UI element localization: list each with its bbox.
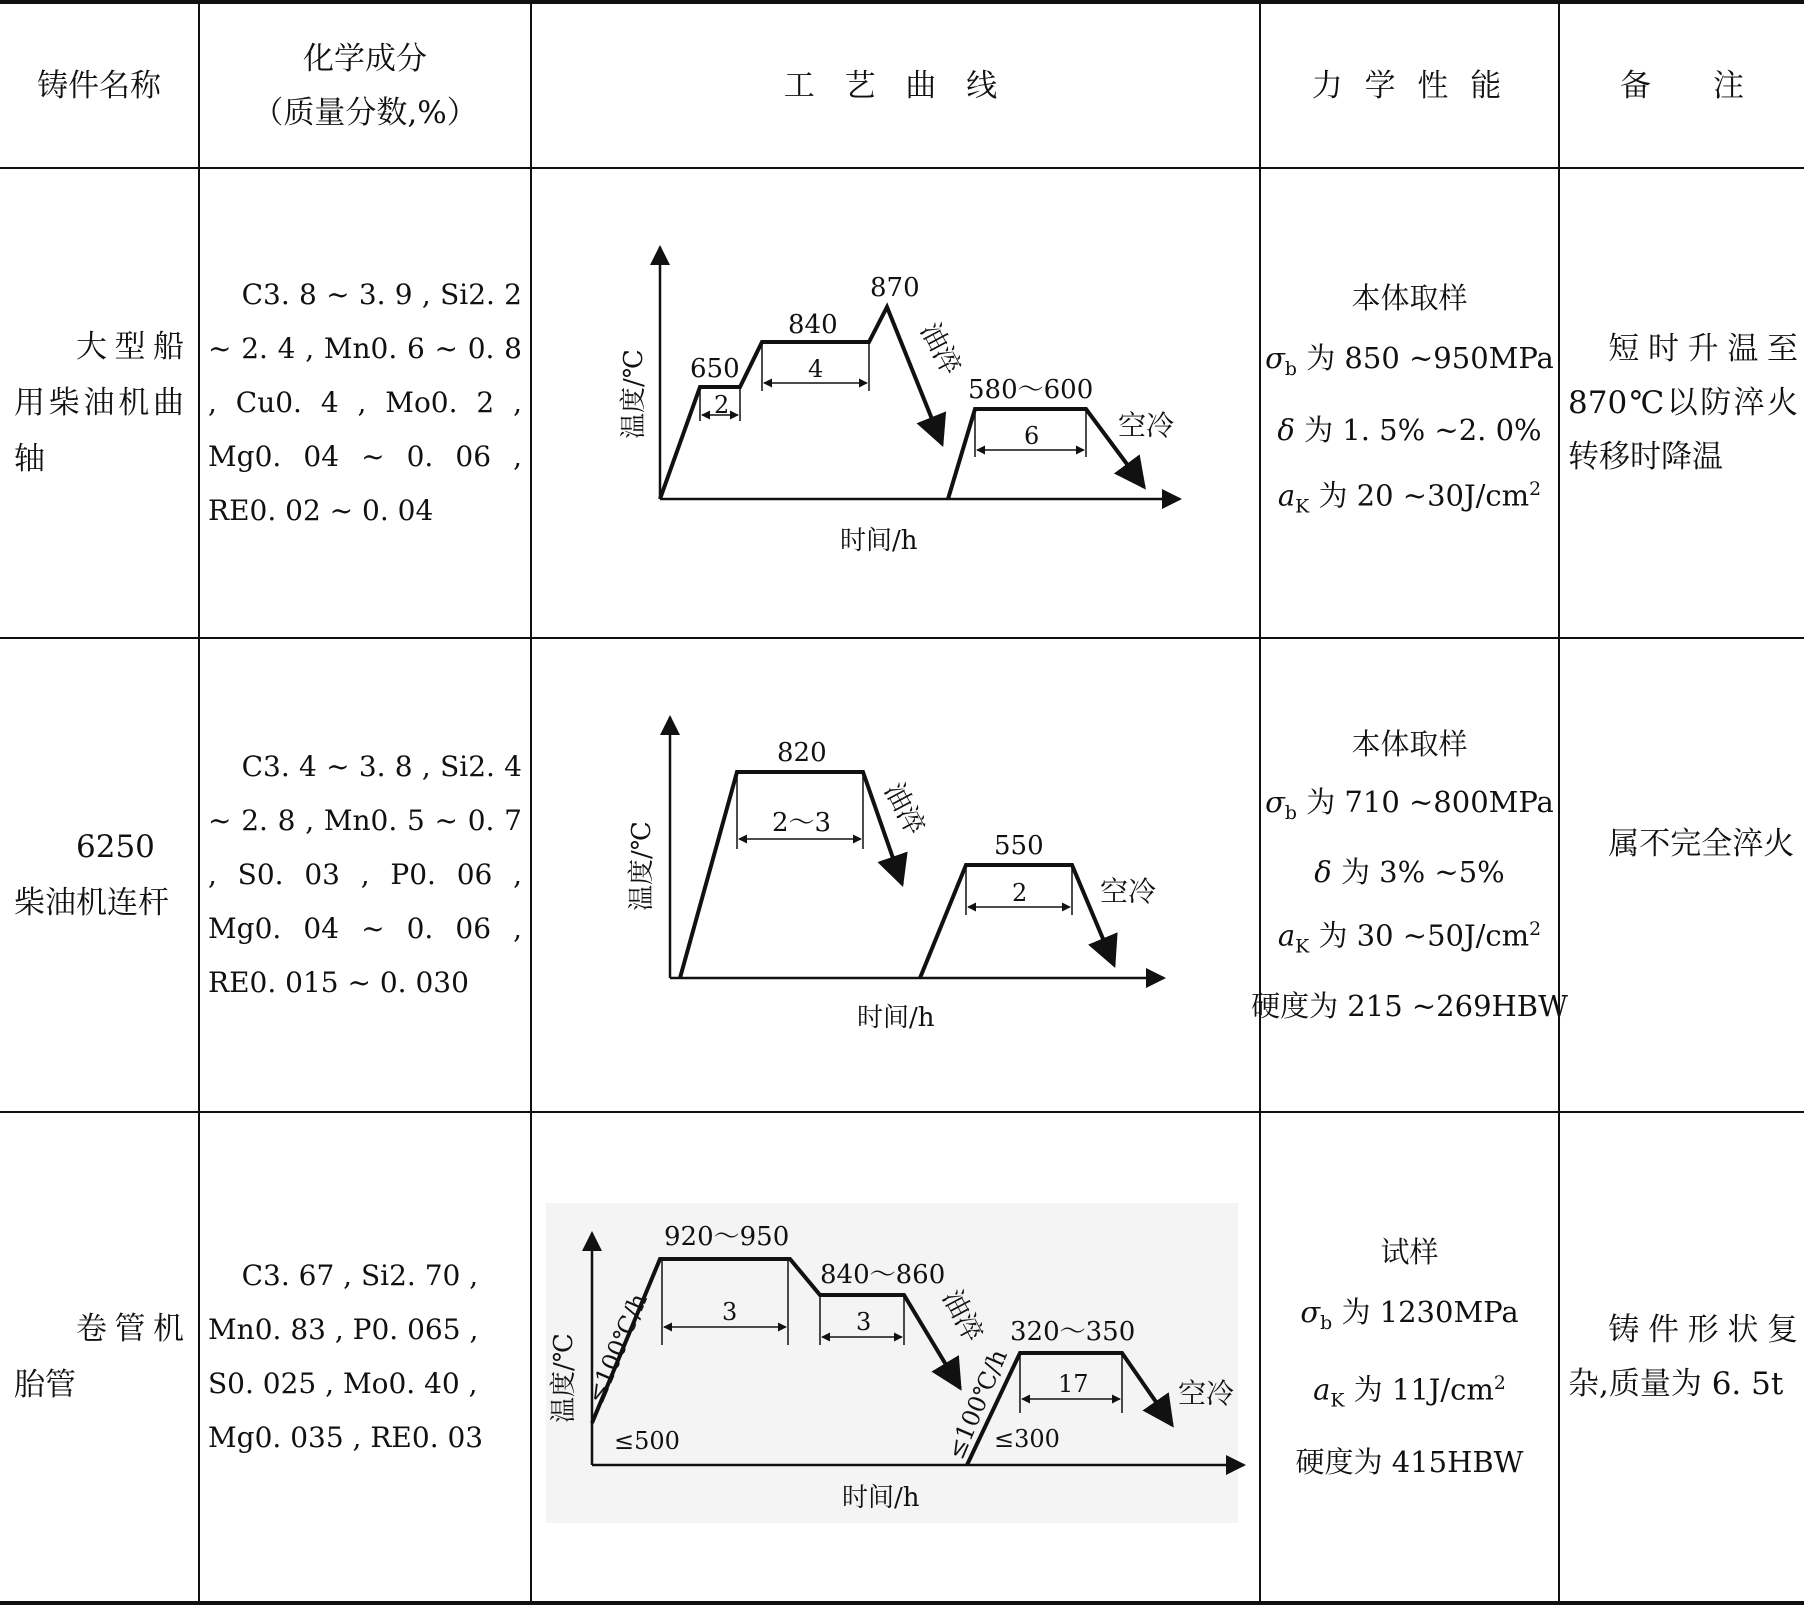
row2-hold-2-3: 2～3 bbox=[772, 808, 832, 838]
row3-start-500: ≤500 bbox=[614, 1427, 680, 1455]
row1-temp-840: 840 bbox=[788, 310, 838, 340]
row1-sample-type: 本体取样 bbox=[1351, 281, 1468, 316]
header-casting-name: 铸件名称 bbox=[37, 67, 161, 104]
row3-curve-background bbox=[546, 1203, 1238, 1523]
row3-sample-type: 试样 bbox=[1380, 1235, 1439, 1270]
header-mechanical-props: 力 学 性 能 bbox=[1311, 67, 1508, 104]
row3-hardness: 硬度为 415HBW bbox=[1295, 1444, 1524, 1479]
row2-mechanical-props bbox=[1251, 639, 1568, 1111]
row3-oil-quench: 油淬 bbox=[935, 1284, 989, 1347]
row3-rate-1: ≤100℃/h bbox=[581, 1289, 653, 1408]
row2-hold-2: 2 bbox=[1012, 879, 1028, 907]
row3-rate-2: ≤100℃/h bbox=[941, 1345, 1013, 1464]
row2-process-curve bbox=[532, 639, 1259, 1111]
row3-tensile: $\sigma_b$ 为 1230MPa bbox=[1300, 1295, 1519, 1335]
row2-temp-820: 820 bbox=[777, 738, 827, 768]
row1-y-label: 温度/℃ bbox=[619, 349, 649, 439]
row3-temp-320-350: 320～350 bbox=[1010, 1317, 1136, 1347]
row3-process-curve bbox=[532, 1113, 1259, 1601]
row3-impact: $a_K$ 为 $11J/cm^2$ bbox=[1313, 1372, 1506, 1412]
row1-impact: $a_K$ 为 20 $\sim 30J/cm^2$ bbox=[1277, 478, 1542, 518]
row1-remarks: 短时升温至870℃以防淬火转移时降温 bbox=[1568, 331, 1798, 475]
row2-impact: $a_K$ 为 30 $\sim 50J/cm^2$ bbox=[1277, 918, 1542, 958]
row1-temp-580-600: 580～600 bbox=[968, 375, 1094, 405]
row2-x-label: 时间/h bbox=[857, 1003, 935, 1033]
header-chemistry-line2: （质量分数,%） bbox=[252, 94, 478, 131]
row2-hardness: 硬度为 215 ~269HBW bbox=[1251, 988, 1568, 1023]
row2-chemistry: C3. 4 ~ 3. 8 , Si2. 4 ~ 2. 8 , Mn0. 5 ~ 0. 7 , S0. 03 , P0. 06 , Mg0. 04 ~ 0. 06 , RE0. 015 ~ 0. 030 bbox=[208, 750, 522, 999]
header-remarks: 备 注 bbox=[1620, 67, 1744, 104]
row1-oil-quench: 油淬 bbox=[913, 317, 967, 380]
row2-curve-svg bbox=[532, 639, 1259, 1111]
row1-air-cool: 空冷 bbox=[1118, 409, 1175, 442]
row3-mechanical-props bbox=[1261, 1113, 1558, 1601]
row3-curve-svg bbox=[532, 1113, 1259, 1601]
row3-x-label: 时间/h bbox=[842, 1483, 920, 1513]
row2-oil-quench: 油淬 bbox=[877, 777, 931, 840]
row3-remarks: 铸件形状复杂,质量为 6. 5t bbox=[1568, 1312, 1798, 1402]
row1-x-label: 时间/h bbox=[840, 526, 918, 556]
row3-hold-3b: 3 bbox=[856, 1308, 872, 1336]
row3-temp-920-950: 920～950 bbox=[664, 1222, 790, 1252]
row1-curve-segment-2 bbox=[948, 409, 1144, 499]
row3-air-cool: 空冷 bbox=[1178, 1377, 1235, 1410]
row2-air-cool: 空冷 bbox=[1100, 875, 1157, 908]
row1-hold-6: 6 bbox=[1024, 422, 1040, 450]
row2-temp-550: 550 bbox=[994, 831, 1044, 861]
row1-elongation: δ 为 1. 5% ~2. 0% bbox=[1277, 413, 1542, 448]
row1-casting-name: 大型船用柴油机曲轴 bbox=[14, 329, 184, 477]
row1-hold-2: 2 bbox=[714, 391, 730, 419]
row1-mechanical-props bbox=[1261, 169, 1558, 637]
row1-chemistry: C3. 8 ~ 3. 9 , Si2. 2 ~ 2. 4 , Mn0. 6 ~ 0. 8 , Cu0. 4 , Mo0. 2 , Mg0. 04 ~ 0. 06 , RE0. 02 ~ 0. 04 bbox=[208, 278, 522, 527]
row1-tensile: $\sigma_b$ 为 850 ~950MPa bbox=[1265, 341, 1554, 381]
row1-hold-4: 4 bbox=[808, 355, 824, 383]
row1-curve-svg bbox=[532, 169, 1259, 637]
row3-hold-3a: 3 bbox=[722, 1298, 738, 1326]
row2-tensile: $\sigma_b$ 为 710 ~800MPa bbox=[1265, 785, 1554, 825]
row2-elongation: δ 为 3% ~5% bbox=[1314, 855, 1505, 890]
row3-temp-840-860: 840～860 bbox=[820, 1260, 946, 1290]
table-bottom-border bbox=[0, 1601, 1804, 1605]
row2-curve-segment-1 bbox=[680, 772, 902, 978]
row3-hold-17: 17 bbox=[1058, 1370, 1089, 1398]
row2-casting-name: 6250 柴油机连杆 bbox=[14, 829, 169, 921]
row3-casting-name: 卷管机胎管 bbox=[14, 1311, 184, 1403]
header-chemistry-line1: 化学成分 bbox=[303, 40, 427, 77]
row3-y-label: 温度/℃ bbox=[549, 1333, 579, 1423]
row1-process-curve bbox=[532, 169, 1259, 637]
row1-temp-650: 650 bbox=[690, 354, 740, 384]
header-chemistry bbox=[200, 4, 530, 167]
row2-sample-type: 本体取样 bbox=[1351, 727, 1468, 762]
row3-start-300: ≤300 bbox=[994, 1425, 1060, 1453]
row2-y-label: 温度/℃ bbox=[627, 821, 657, 911]
row3-chemistry: C3. 67 , Si2. 70 , Mn0. 83 , P0. 065 , S0. 025 , Mo0. 40 , Mg0. 035 , RE0. 03 bbox=[208, 1259, 484, 1454]
row2-remarks: 属不完全淬火 bbox=[1608, 826, 1795, 862]
header-process-curve: 工 艺 曲 线 bbox=[783, 67, 1008, 104]
row1-temp-870: 870 bbox=[870, 273, 920, 303]
